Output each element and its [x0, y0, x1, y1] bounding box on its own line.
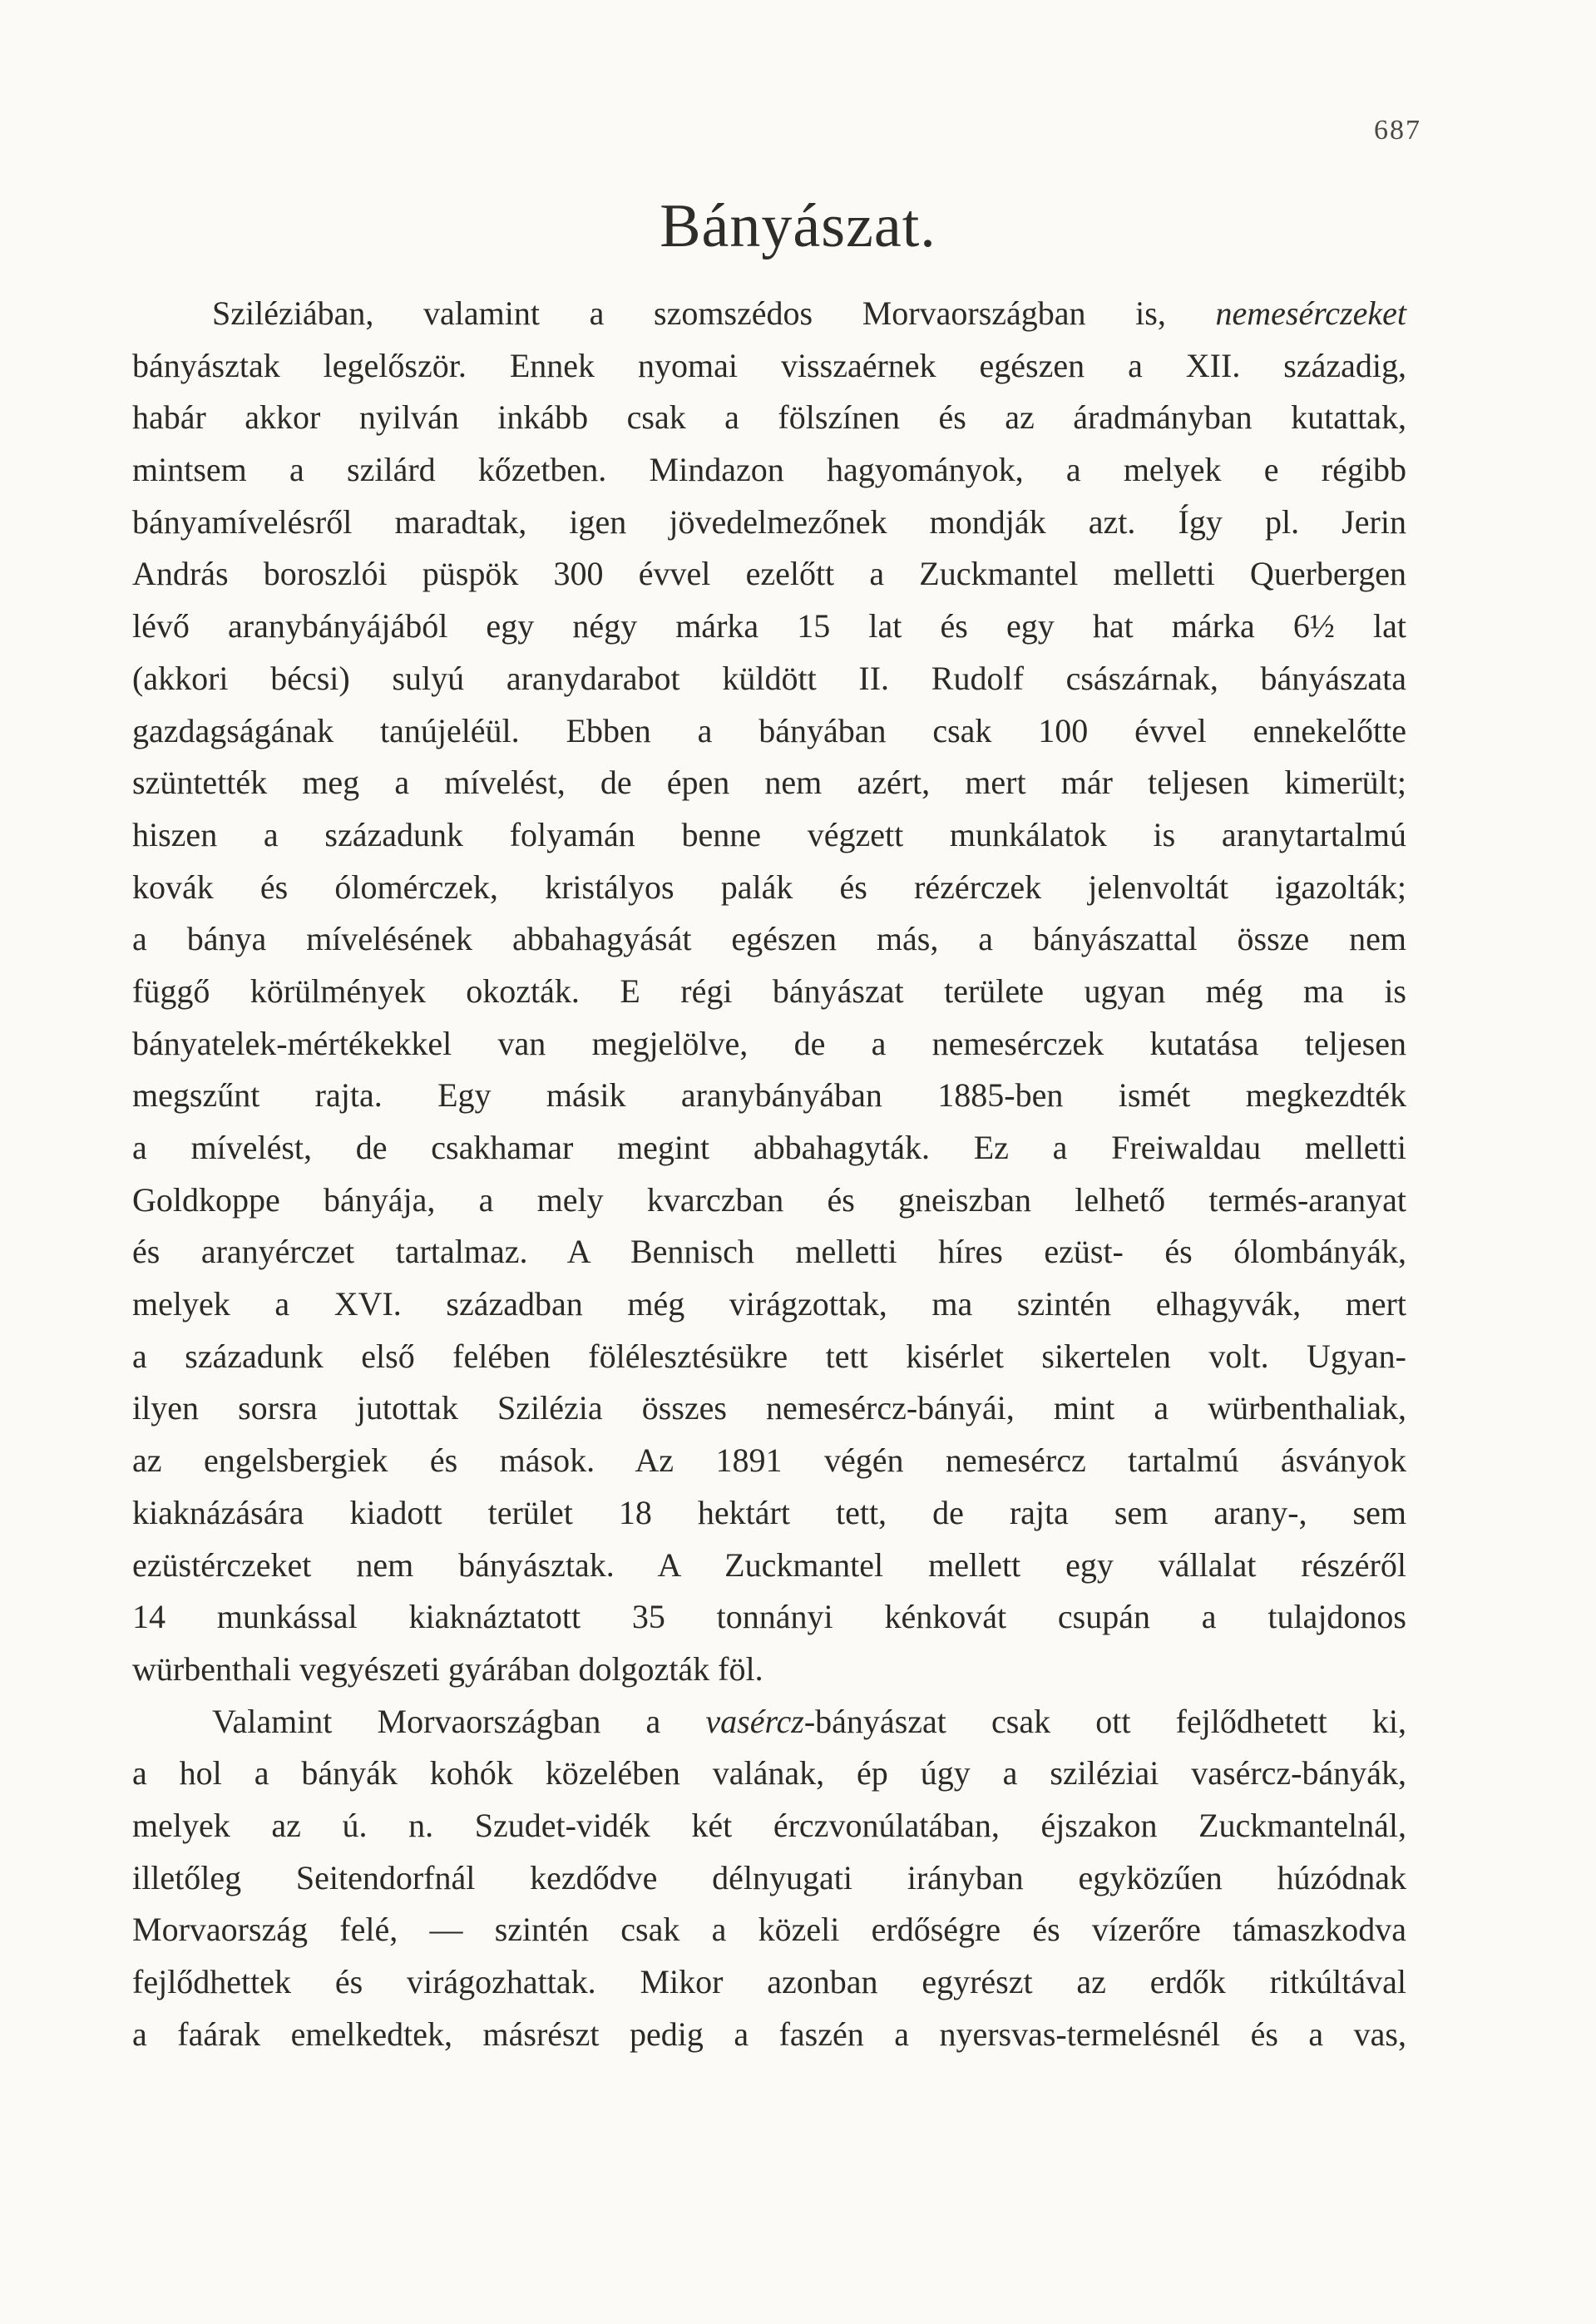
text-line: kovák és ólomérczek, kristályos palák és rézérczek jelenvoltát igazolták; [132, 868, 1406, 906]
text-line: Sziléziában, valamint a szomszédos Morvaországban is, nemesérczeket [212, 294, 1406, 332]
text-line: az engelsbergiek és mások. Az 1891 végén nemesércz tartalmú ásványok [132, 1441, 1406, 1480]
text-line: melyek a XVI. században még virágzottak, ma szintén elhagyvák, mert [132, 1285, 1406, 1323]
text-line: 14 munkással kiaknáztatott 35 tonnányi kénkovát csupán a tulajdonos [132, 1598, 1406, 1636]
page-number: 687 [1374, 115, 1421, 146]
text-line: mintsem a szilárd kőzetben. Mindazon hagyományok, a melyek e régibb [132, 451, 1406, 489]
paragraph-1 [132, 288, 1406, 1696]
text-line: bányamívelésről maradtak, igen jövedelmezőnek mondják azt. Így pl. Jerin [132, 502, 1406, 541]
text-line: kiaknázására kiadott terület 18 hektárt tett, de rajta sem arany-, sem [132, 1493, 1406, 1531]
text-line: Morvaország felé, — szintén csak a közeli erdőségre és vízerőre támaszkodva [132, 1911, 1406, 1949]
text-line: ezüstérczeket nem bányásztak. A Zuckmantel mellett egy vállalat részéről [132, 1545, 1406, 1584]
text-line: szüntették meg a mívelést, de épen nem azért, mert már teljesen kimerült; [132, 764, 1406, 802]
text-line: bányásztak legelőször. Ennek nyomai visszaérnek egészen a XII. századig, [132, 346, 1406, 384]
body-text [132, 288, 1406, 2060]
text-line: a századunk első felében fölélesztésükre tett kisérlet sikertelen volt. Ugyan- [132, 1337, 1406, 1375]
paragraph-2 [132, 1696, 1406, 2061]
text-line: és aranyérczet tartalmaz. A Bennisch melletti híres ezüst- és ólombányák, [132, 1233, 1406, 1271]
text-line: András boroszlói püspök 300 évvel ezelőtt a Zuckmantel melletti Querbergen [132, 555, 1406, 593]
text-line: bányatelek-mértékekkel van megjelölve, de a nemesérczek kutatása teljesen [132, 1024, 1406, 1062]
text-line: a faárak emelkedtek, másrészt pedig a faszén a nyersvas-termelésnél és a vas, [132, 2015, 1406, 2053]
text-line: Goldkoppe bányája, a mely kvarczban és gneiszban lelhető termés-aranyat [132, 1180, 1406, 1219]
text-line: a bánya mívelésének abbahagyását egészen más, a bányászattal össze nem [132, 920, 1406, 958]
text-line: függő körülmények okozták. E régi bányászat területe ugyan még ma is [132, 972, 1406, 1010]
text-line: Valamint Morvaországban a vasércz-bányászat csak ott fejlődhetett ki, [212, 1702, 1406, 1740]
emphasized-term: vasércz [705, 1702, 804, 1740]
emphasized-term: nemesérczeket [1215, 294, 1406, 332]
text-line: illetőleg Seitendorfnál kezdődve délnyugati irányban egyközűen húzódnak [132, 1858, 1406, 1896]
text-line: a hol a bányák kohók közelében valának, ép úgy a sziléziai vasércz-bányák, [132, 1754, 1406, 1792]
text-line: lévő aranybányájából egy négy márka 15 lat és egy hat márka 6½ lat [132, 607, 1406, 645]
text-line: würbenthali vegyészeti gyárában dolgozták föl. [132, 1649, 763, 1688]
text-line: fejlődhettek és virágozhattak. Mikor azonban egyrészt az erdők ritkúltával [132, 1963, 1406, 2000]
text-line: melyek az ú. n. Szudet-vidék két érczvonúlatában, éjszakon Zuckmantelnál, [132, 1806, 1406, 1844]
text-line: (akkori bécsi) sulyú aranydarabot küldött II. Rudolf császárnak, bányászata [132, 659, 1406, 697]
text-line: hiszen a századunk folyamán benne végzett munkálatok is aranytartalmú [132, 815, 1406, 853]
text-line: a mívelést, de csakhamar megint abbahagyták. Ez a Freiwaldau melletti [132, 1129, 1406, 1166]
text-line: habár akkor nyilván inkább csak a fölszínen és az áradmányban kutattak, [132, 398, 1406, 437]
text-line: megszűnt rajta. Egy másik aranybányában 1885-ben ismét megkezdték [132, 1076, 1406, 1115]
text-line: gazdagságának tanújeléül. Ebben a bányában csak 100 évvel ennekelőtte [132, 711, 1406, 749]
text-line: ilyen sorsra jutottak Szilézia összes nemesércz-bányái, mint a würbenthaliak, [132, 1389, 1406, 1427]
chapter-title: Bányászat. [660, 192, 936, 260]
